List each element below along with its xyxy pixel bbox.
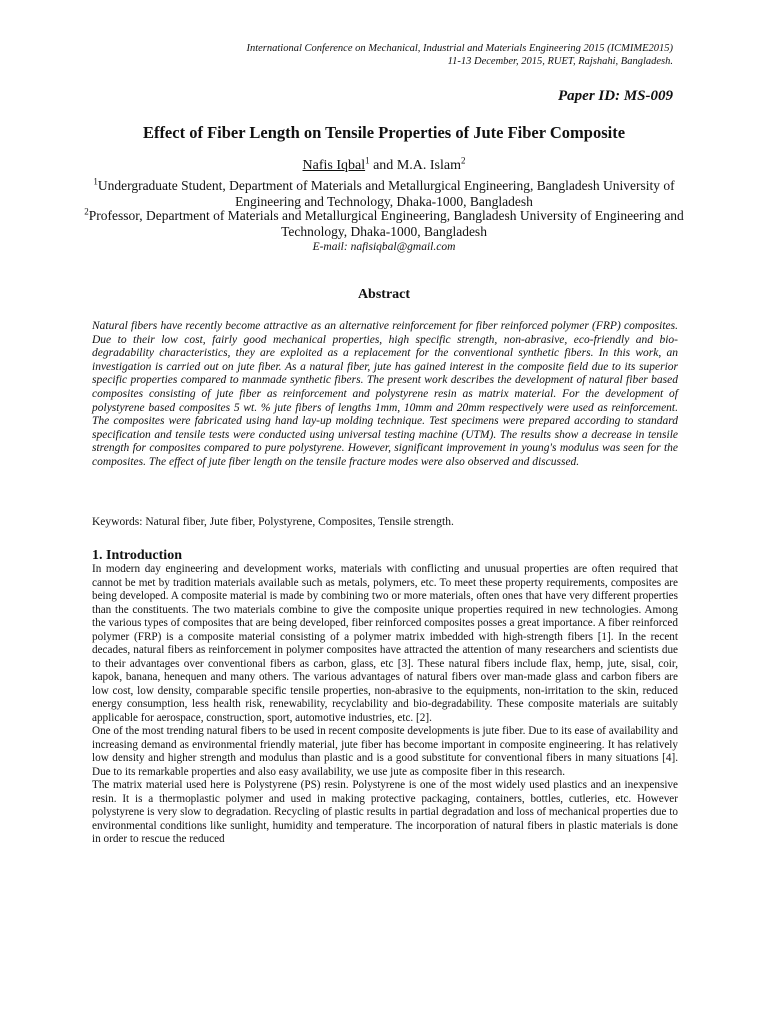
paper-id: Paper ID: MS-009 [558, 88, 673, 104]
author-1-sup: 1 [365, 155, 370, 166]
author-email: E-mail: nafisiqbal@gmail.com [312, 241, 456, 253]
intro-paragraph-2: One of the most trending natural fibers to be used in recent composite developments is jute fiber. Due to its ease of availability and increasing demand as environmental friendly material, jute fiber has become important in composite engineering. It has relatively low density and higher strength and modulus than plastic and is a good substitute for conventional fibers in many situations [4]. Due to its remarkable properties and also easy availability, we use jute as composite fiber in this research. [92, 725, 678, 778]
affiliation-2-text: Professor, Department of Materials and Metallurgical Engineering, Bangladesh University of Engineering and Technology, Dhaka-1000, Bangladesh [88, 208, 684, 239]
conference-header [246, 42, 673, 68]
author-conj: and [369, 158, 397, 173]
introduction-body [92, 563, 678, 847]
affiliation-1 [80, 178, 688, 210]
affiliation-1-sup: 1 [93, 176, 98, 187]
abstract-text: Natural fibers have recently become attractive as an alternative reinforcement for fiber reinforced polymer (FRP) composites. Due to their low cost, fairly good mechanical properties, high specific strength, non-abrasive, eco-friendly and bio-degradability characteristics, they are exploited as a replacement for the conventional synthetic fibers. In this work, an investigation is carried out on jute fiber. As a natural fiber, jute has gained interest in the composite field due to its superior specific properties compared to manmade synthetic fibers. The present work describes the development of natural fiber based composites consisting of jute fiber as reinforcement and polystyrene resin as matrix material. For the development of polystyrene based composites 5 wt. % jute fibers of lengths 1mm, 10mm and 20mm respectively were used as reinforcement. The composites were fabricated using hand lay-up molding technique. Test specimens were prepared according to standard specification and tensile tests were conducted using universal testing machine (UTM). The results show a decrease in tensile strength for composites compared to pure polystyrene. However, significant improvement in young's modulus was seen for the composites. The effect of jute fiber length on the tensile fracture modes were also observed and discussed. [92, 320, 678, 468]
author-2-sup: 2 [460, 155, 466, 166]
intro-paragraph-1: In modern day engineering and development works, materials with conflicting and unusual properties are often required that cannot be met by tradition materials available such as metals, polymers, etc. To meet these property requirements, composites are being developed. A composite material is made by combining two or more materials, often ones that have very different properties than the constituents. The two materials combine to give the composite unique properties required in new technologies. Among the various types of composites that are being developed, fiber reinforced composites posses a great importance. A fiber reinforced polymer (FRP) is a composite material consisting of a polymer matrix imbedded with high-strength fibers [1]. In the recent decades, natural fibers as reinforcement in polymer composites have attracted the attention of many researchers and scientists due to their advantages over conventional fibers as carbon, glass, etc [3]. These natural fibers include flax, hemp, jute, sisal, coir, kapok, banana, henequen and many others. The various advantages of natural fibers over man-made glass and carbon fibers are low cost, low density, comparable specific tensile properties, non-abrasive to the equipments, non-irritation to the skin, reduced energy consumption, less health risk, renewability, recyclability and bio-degradability. These composite materials are suitably applicable for aerospace, construction, sport, automotive industries, etc. [2]. [92, 563, 678, 724]
affiliation-2-sup: 2 [84, 206, 89, 217]
conference-line-1: International Conference on Mechanical, Industrial and Materials Engineering 2015 (ICMIME2015) [246, 43, 673, 54]
author-line [0, 155, 768, 174]
author-2-name: M.A. Islam [396, 158, 461, 173]
affiliation-2 [80, 208, 688, 240]
author-1-name[interactable]: Nafis Iqbal [302, 158, 366, 173]
affiliation-1-text: Undergraduate Student, Department of Materials and Metallurgical Engineering, Bangladesh University of Engineering and Technology, Dhaka-1000, Bangladesh [97, 178, 675, 209]
conference-line-2: 11-13 December, 2015, RUET, Rajshahi, Bangladesh. [447, 56, 673, 67]
abstract-heading: Abstract [357, 287, 411, 302]
intro-paragraph-3: The matrix material used here is Polystyrene (PS) resin. Polystyrene is one of the most widely used plastics and an inexpensive resin. It is a thermoplastic polymer and used in making protective packaging, containers, bottles, cutleries, etc. However polystyrene is very slow to degradation. Recycling of plastic results in partial degradation and loss of mechanical properties due to environmental conditions like sunlight, humidity and temperature. The incorporation of natural fibers in plastic materials is done in order to rescue the reduced [92, 779, 678, 845]
keywords: Keywords: Natural fiber, Jute fiber, Polystyrene, Composites, Tensile strength. [92, 516, 454, 528]
section-heading-introduction: 1. Introduction [92, 548, 182, 563]
paper-title: Effect of Fiber Length on Tensile Properties of Jute Fiber Composite [142, 123, 626, 142]
